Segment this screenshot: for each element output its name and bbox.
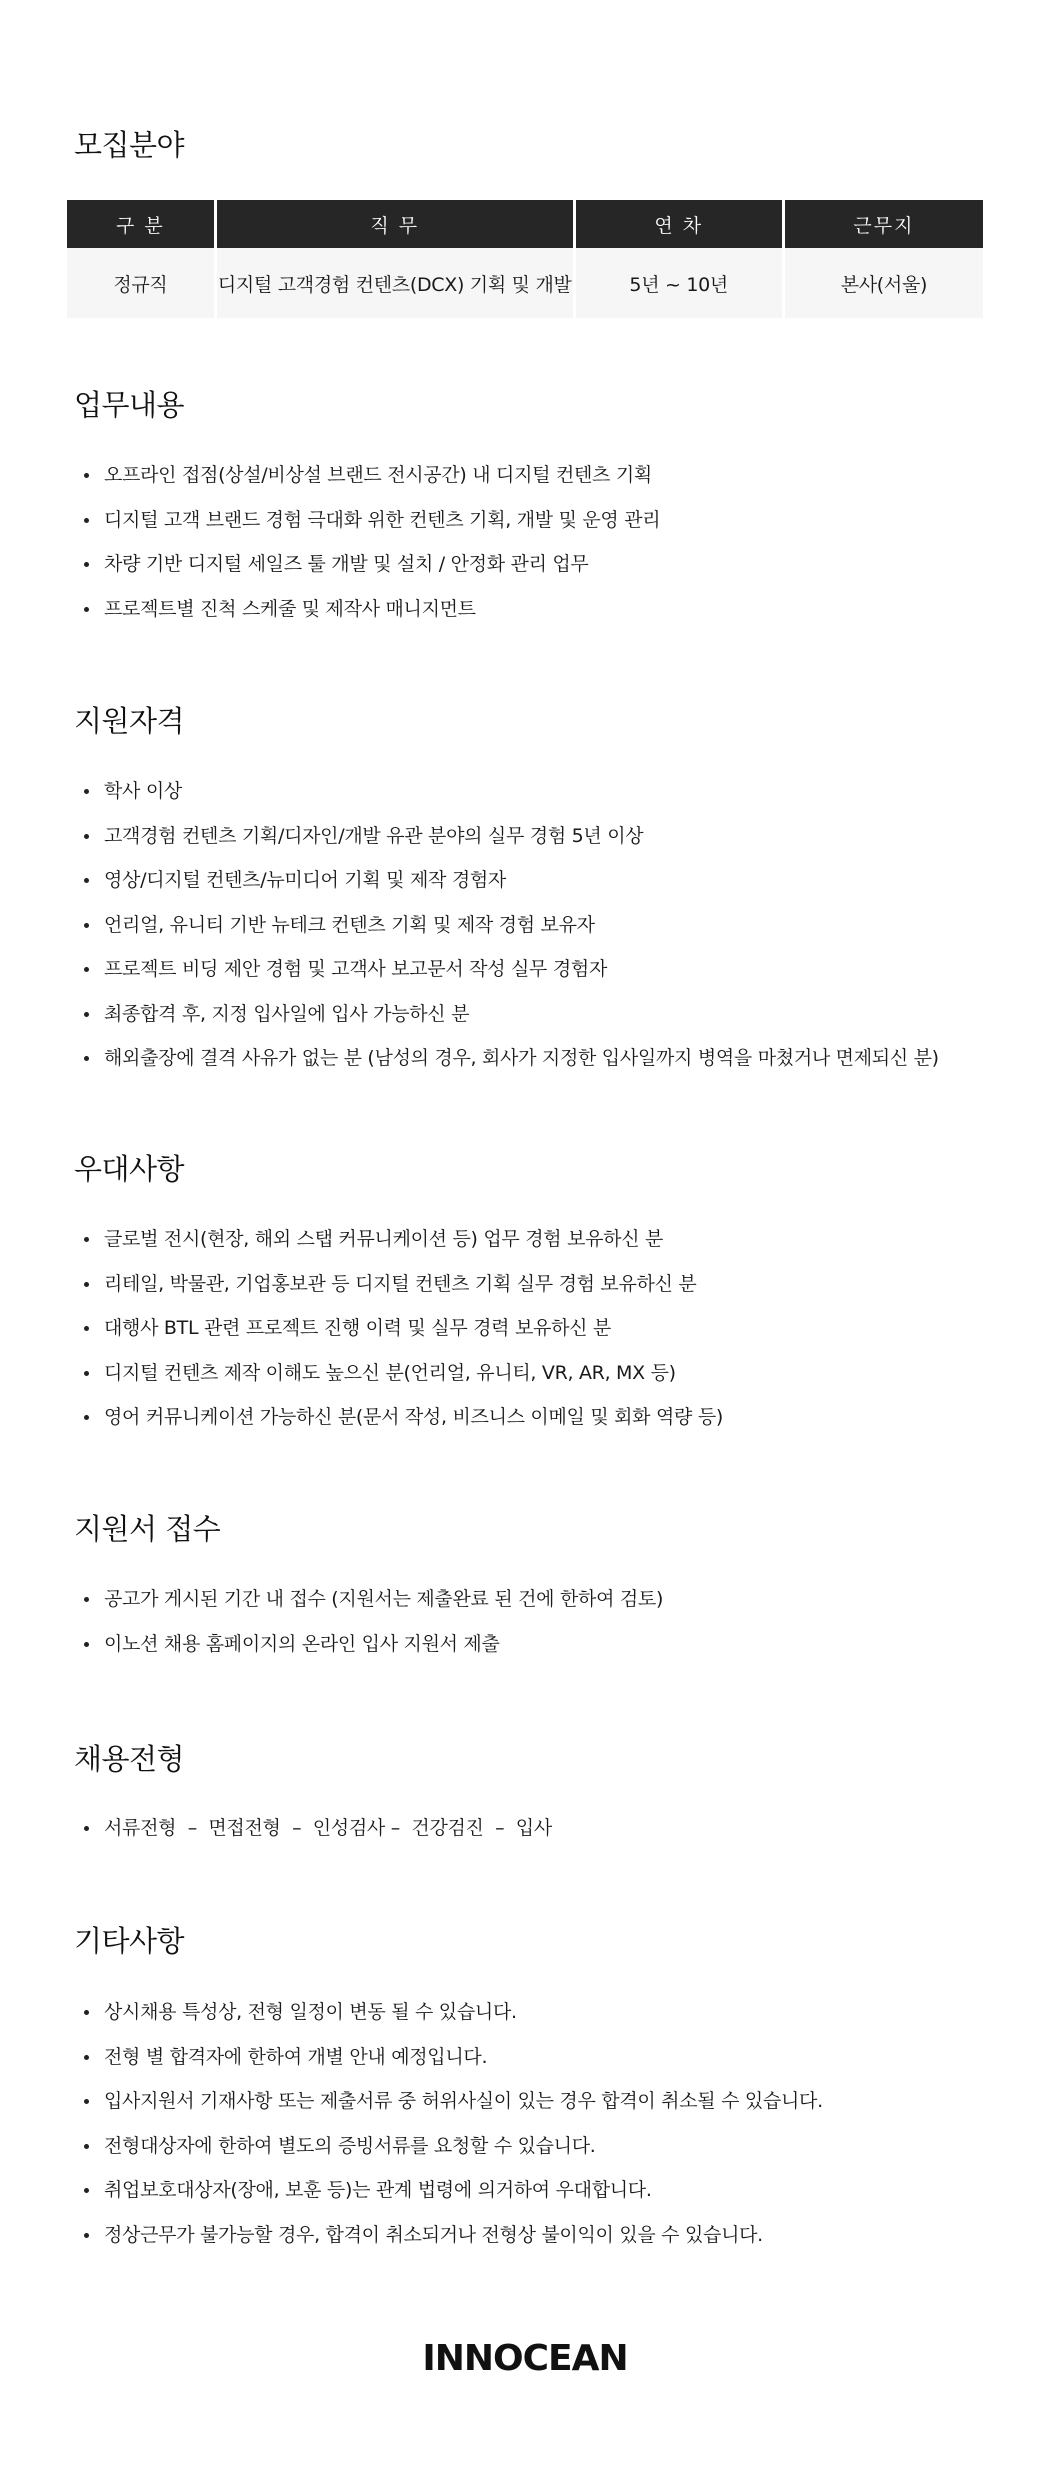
list-item: 디지털 컨텐츠 제작 이해도 높으신 분(언리얼, 유니티, VR, AR, MX 등) — [84, 1351, 723, 1396]
list-item: 차량 기반 디지털 세일즈 툴 개발 및 설치 / 안정화 관리 업무 — [84, 542, 660, 587]
list-item: 리테일, 박물관, 기업홍보관 등 디지털 컨텐츠 기획 실무 경험 보유하신 분 — [84, 1262, 723, 1307]
list-item: 해외출장에 결격 사유가 없는 분 (남성의 경우, 회사가 지정한 입사일까지 병역을 마쳤거나 면제되신 분) — [84, 1036, 939, 1081]
list-item: 프로젝트별 진척 스케줄 및 제작사 매니지먼트 — [84, 587, 660, 632]
table-row — [67, 248, 983, 318]
section-title-qualifications: 지원자격 — [74, 704, 185, 738]
table-cell-category: 정규직 — [67, 248, 214, 318]
preferred-list — [84, 1217, 723, 1440]
list-item: 언리얼, 유니티 기반 뉴테크 컨텐츠 기획 및 제작 경험 보유자 — [84, 903, 939, 948]
section-title-field: 모집분야 — [74, 128, 185, 162]
list-item: 오프라인 접점(상설/비상설 브랜드 전시공간) 내 디지털 컨텐츠 기획 — [84, 453, 660, 498]
list-item: 디지털 고객 브랜드 경험 극대화 위한 컨텐츠 기획, 개발 및 운영 관리 — [84, 498, 660, 543]
innocean-logo — [415, 2334, 635, 2378]
list-item: 글로벌 전시(현장, 해외 스탭 커뮤니케이션 등) 업무 경험 보유하신 분 — [84, 1217, 723, 1262]
logo-text: INNOCEAN — [422, 2338, 628, 2378]
section-title-preferred: 우대사항 — [74, 1152, 185, 1186]
list-item: 학사 이상 — [84, 769, 939, 814]
list-item: 최종합격 후, 지정 입사일에 입사 가능하신 분 — [84, 992, 939, 1037]
table-header-row — [67, 200, 983, 248]
table-header-location: 근무지 — [785, 200, 983, 248]
list-item: 영어 커뮤니케이션 가능하신 분(문서 작성, 비즈니스 이메일 및 회화 역량 등) — [84, 1395, 723, 1440]
section-title-process: 채용전형 — [74, 1742, 185, 1776]
section-title-duties: 업무내용 — [74, 388, 185, 422]
table-cell-job: 디지털 고객경험 컨텐츠(DCX) 기획 및 개발 — [217, 248, 573, 318]
table-header-job: 직 무 — [217, 200, 573, 248]
list-item: 전형 별 합격자에 한하여 개별 안내 예정입니다. — [84, 2035, 823, 2080]
table-cell-location: 본사(서울) — [785, 248, 983, 318]
section-title-etc: 기타사항 — [74, 1924, 185, 1958]
list-item: 전형대상자에 한하여 별도의 증빙서류를 요청할 수 있습니다. — [84, 2124, 823, 2169]
list-item: 상시채용 특성상, 전형 일정이 변동 될 수 있습니다. — [84, 1990, 823, 2035]
list-item: 취업보호대상자(장애, 보훈 등)는 관계 법령에 의거하여 우대합니다. — [84, 2168, 823, 2213]
application-list — [84, 1577, 663, 1666]
list-item: 입사지원서 기재사항 또는 제출서류 중 허위사실이 있는 경우 합격이 취소될 수 있습니다. — [84, 2079, 823, 2124]
etc-list — [84, 1990, 823, 2257]
list-item: 고객경험 컨텐츠 기획/디자인/개발 유관 분야의 실무 경험 5년 이상 — [84, 814, 939, 859]
list-item: 서류전형 – 면접전형 – 인성검사 – 건강검진 – 입사 — [84, 1806, 552, 1851]
qualifications-list — [84, 769, 939, 1081]
table-cell-years: 5년 ~ 10년 — [576, 248, 782, 318]
list-item: 이노션 채용 홈페이지의 온라인 입사 지원서 제출 — [84, 1622, 663, 1667]
duties-list — [84, 453, 660, 631]
list-item: 영상/디지털 컨텐츠/뉴미디어 기획 및 제작 경험자 — [84, 858, 939, 903]
table-header-years: 연 차 — [576, 200, 782, 248]
process-list — [84, 1806, 552, 1851]
list-item: 공고가 게시된 기간 내 접수 (지원서는 제출완료 된 건에 한하여 검토) — [84, 1577, 663, 1622]
recruit-table — [64, 200, 986, 318]
list-item: 프로젝트 비딩 제안 경험 및 고객사 보고문서 작성 실무 경험자 — [84, 947, 939, 992]
list-item: 대행사 BTL 관련 프로젝트 진행 이력 및 실무 경력 보유하신 분 — [84, 1306, 723, 1351]
table-header-category: 구 분 — [67, 200, 214, 248]
section-title-application: 지원서 접수 — [74, 1512, 221, 1546]
footer-logo — [0, 2334, 1050, 2382]
list-item: 정상근무가 불가능할 경우, 합격이 취소되거나 전형상 불이익이 있을 수 있습니다. — [84, 2213, 823, 2258]
